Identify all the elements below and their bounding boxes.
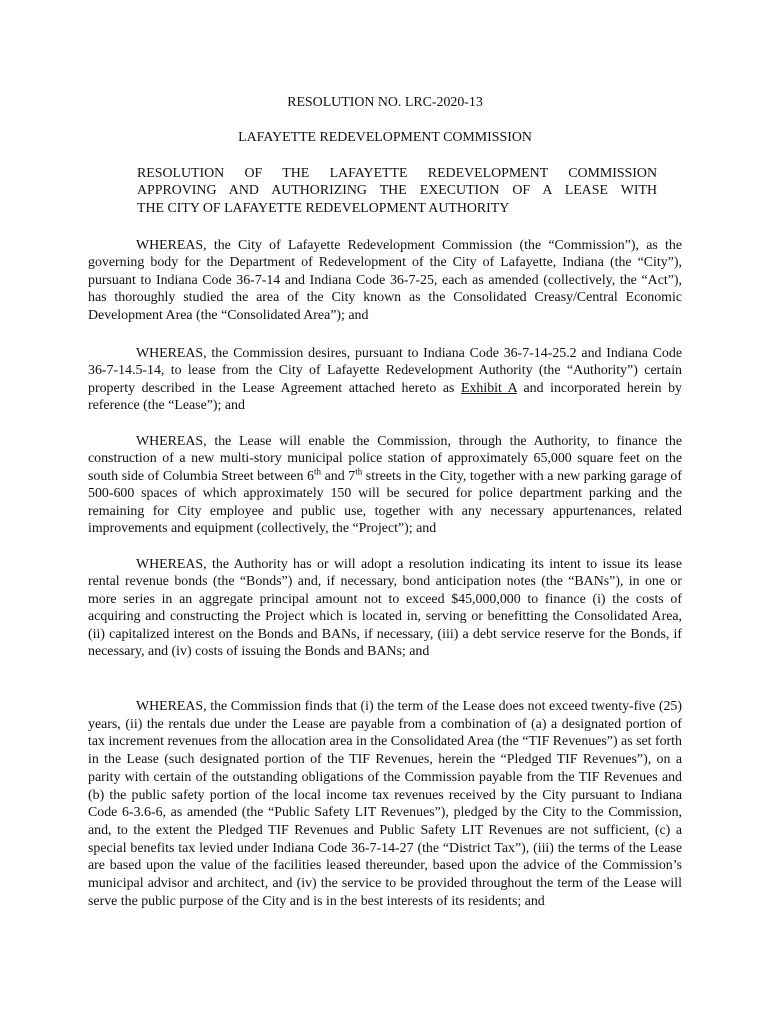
title-line-1: RESOLUTION OF THE LAFAYETTE REDEVELOPMENT COMMISSION [137,166,657,181]
whereas-paragraph-4: WHEREAS, the Authority has or will adopt a resolution indicating its intent to issue its lease rental revenue bonds (the “Bonds”) and, if necessary, bond anticipation notes (the “BANs”), in one or more series in an aggregate principal amount not to exceed $45,000,000 to finance (i) the costs of acquiring and constructing the Project which is located in, serving or benefitting the Consolidated Area, (ii) capitalized interest on the Bonds and BANs, if necessary, (iii) a debt service reserve for the Bonds, if necessary, and (iv) costs of issuing the Bonds and BANs; and [88,557,682,660]
exhibit-a-reference: Exhibit A [460,380,517,396]
title-line-2: APPROVING AND AUTHORIZING THE EXECUTION OF A LEASE WITH [137,183,657,199]
title-line-3: THE CITY OF LAFAYETTE REDEVELOPMENT AUTHORITY [137,200,510,216]
paragraph-2-text-a: WHEREAS, the Commission desires, pursuant to Indiana Code 36-7-14-25.2 and Indiana Code 36-7-14.5-14, to lease from the City of Lafayette Redevelopment Authority (the “Authority”) certain property described in the Lease Agreement attached hereto as [88,346,682,396]
whereas-paragraph-1: WHEREAS, the City of Lafayette Redevelopment Commission (the “Commission”), as the governing body for the Department of Redevelopment of the City of Lafayette, Indiana (the “City”), pursuant to Indiana Code 36-7-14 and Indiana Code 36-7-25, each as amended (collectively, the “Act”), has thoroughly studied the area of the City known as the Consolidated Creasy/Central Economic Development Area (the “Consolidated Area”); and [88,238,682,323]
commission-name: LAFAYETTE REDEVELOPMENT COMMISSION [238,130,532,145]
resolution-number: RESOLUTION NO. LRC-2020-13 [287,95,483,110]
paragraph-2-text-b: and incorporated herein by reference (the “Lease”); and [88,380,682,414]
resolution-title [137,165,657,217]
paragraph-3-text-a: WHEREAS, the Lease will enable the Commission, through the Authority, to finance the construction of a new multi-story municipal police station of approximately 65,000 square feet on the south side of Columbia Street between 6 [88,434,682,484]
whereas-paragraph-5: WHEREAS, the Commission finds that (i) the term of the Lease does not exceed twenty-five (25) years, (ii) the rentals due under the Lease are payable from a combination of (a) a designated portion of tax increment revenues from the allocation area in the Consolidated Area (the “TIF Revenues”) as set forth in the Lease (such designated portion of the TIF Revenues, herein the “Pledged TIF Revenues”), on a parity with certain of the outstanding obligations of the Commission payable from the TIF Revenues and (b) the public safety portion of the local income tax revenues received by the City pursuant to Indiana Code 6-3.6-6, as amended (the “Public Safety LIT Revenues”), pledged by the City to the Commission, and, to the extent the Pledged TIF Revenues and Public Safety LIT Revenues are not sufficient, (c) a special benefits tax levied under Indiana Code 36-7-14-27 (the “District Tax”), (iii) the terms of the Lease are based upon the value of the facilities leased thereunder, based upon the advice of the Commission’s municipal advisor and architect, and (iv) the service to be provided throughout the term of the Lease will serve the public purpose of the City and is in the best interests of its residents; and [88,699,682,909]
paragraph-3-text-b: and 7 [321,468,356,484]
ordinal-superscript: th [355,466,363,477]
paragraph-3-text-c: streets in the City, together with a new parking garage of 500-600 spaces of which approximately 150 will be secured for police department parking and the remaining for City employee and public use, together with any necessary appurtenances, related improvements and equipment (collectively, the “Project”); and [88,468,682,537]
whereas-paragraph-2 [88,345,682,415]
ordinal-superscript: th [314,466,322,477]
whereas-paragraph-3 [88,433,682,537]
